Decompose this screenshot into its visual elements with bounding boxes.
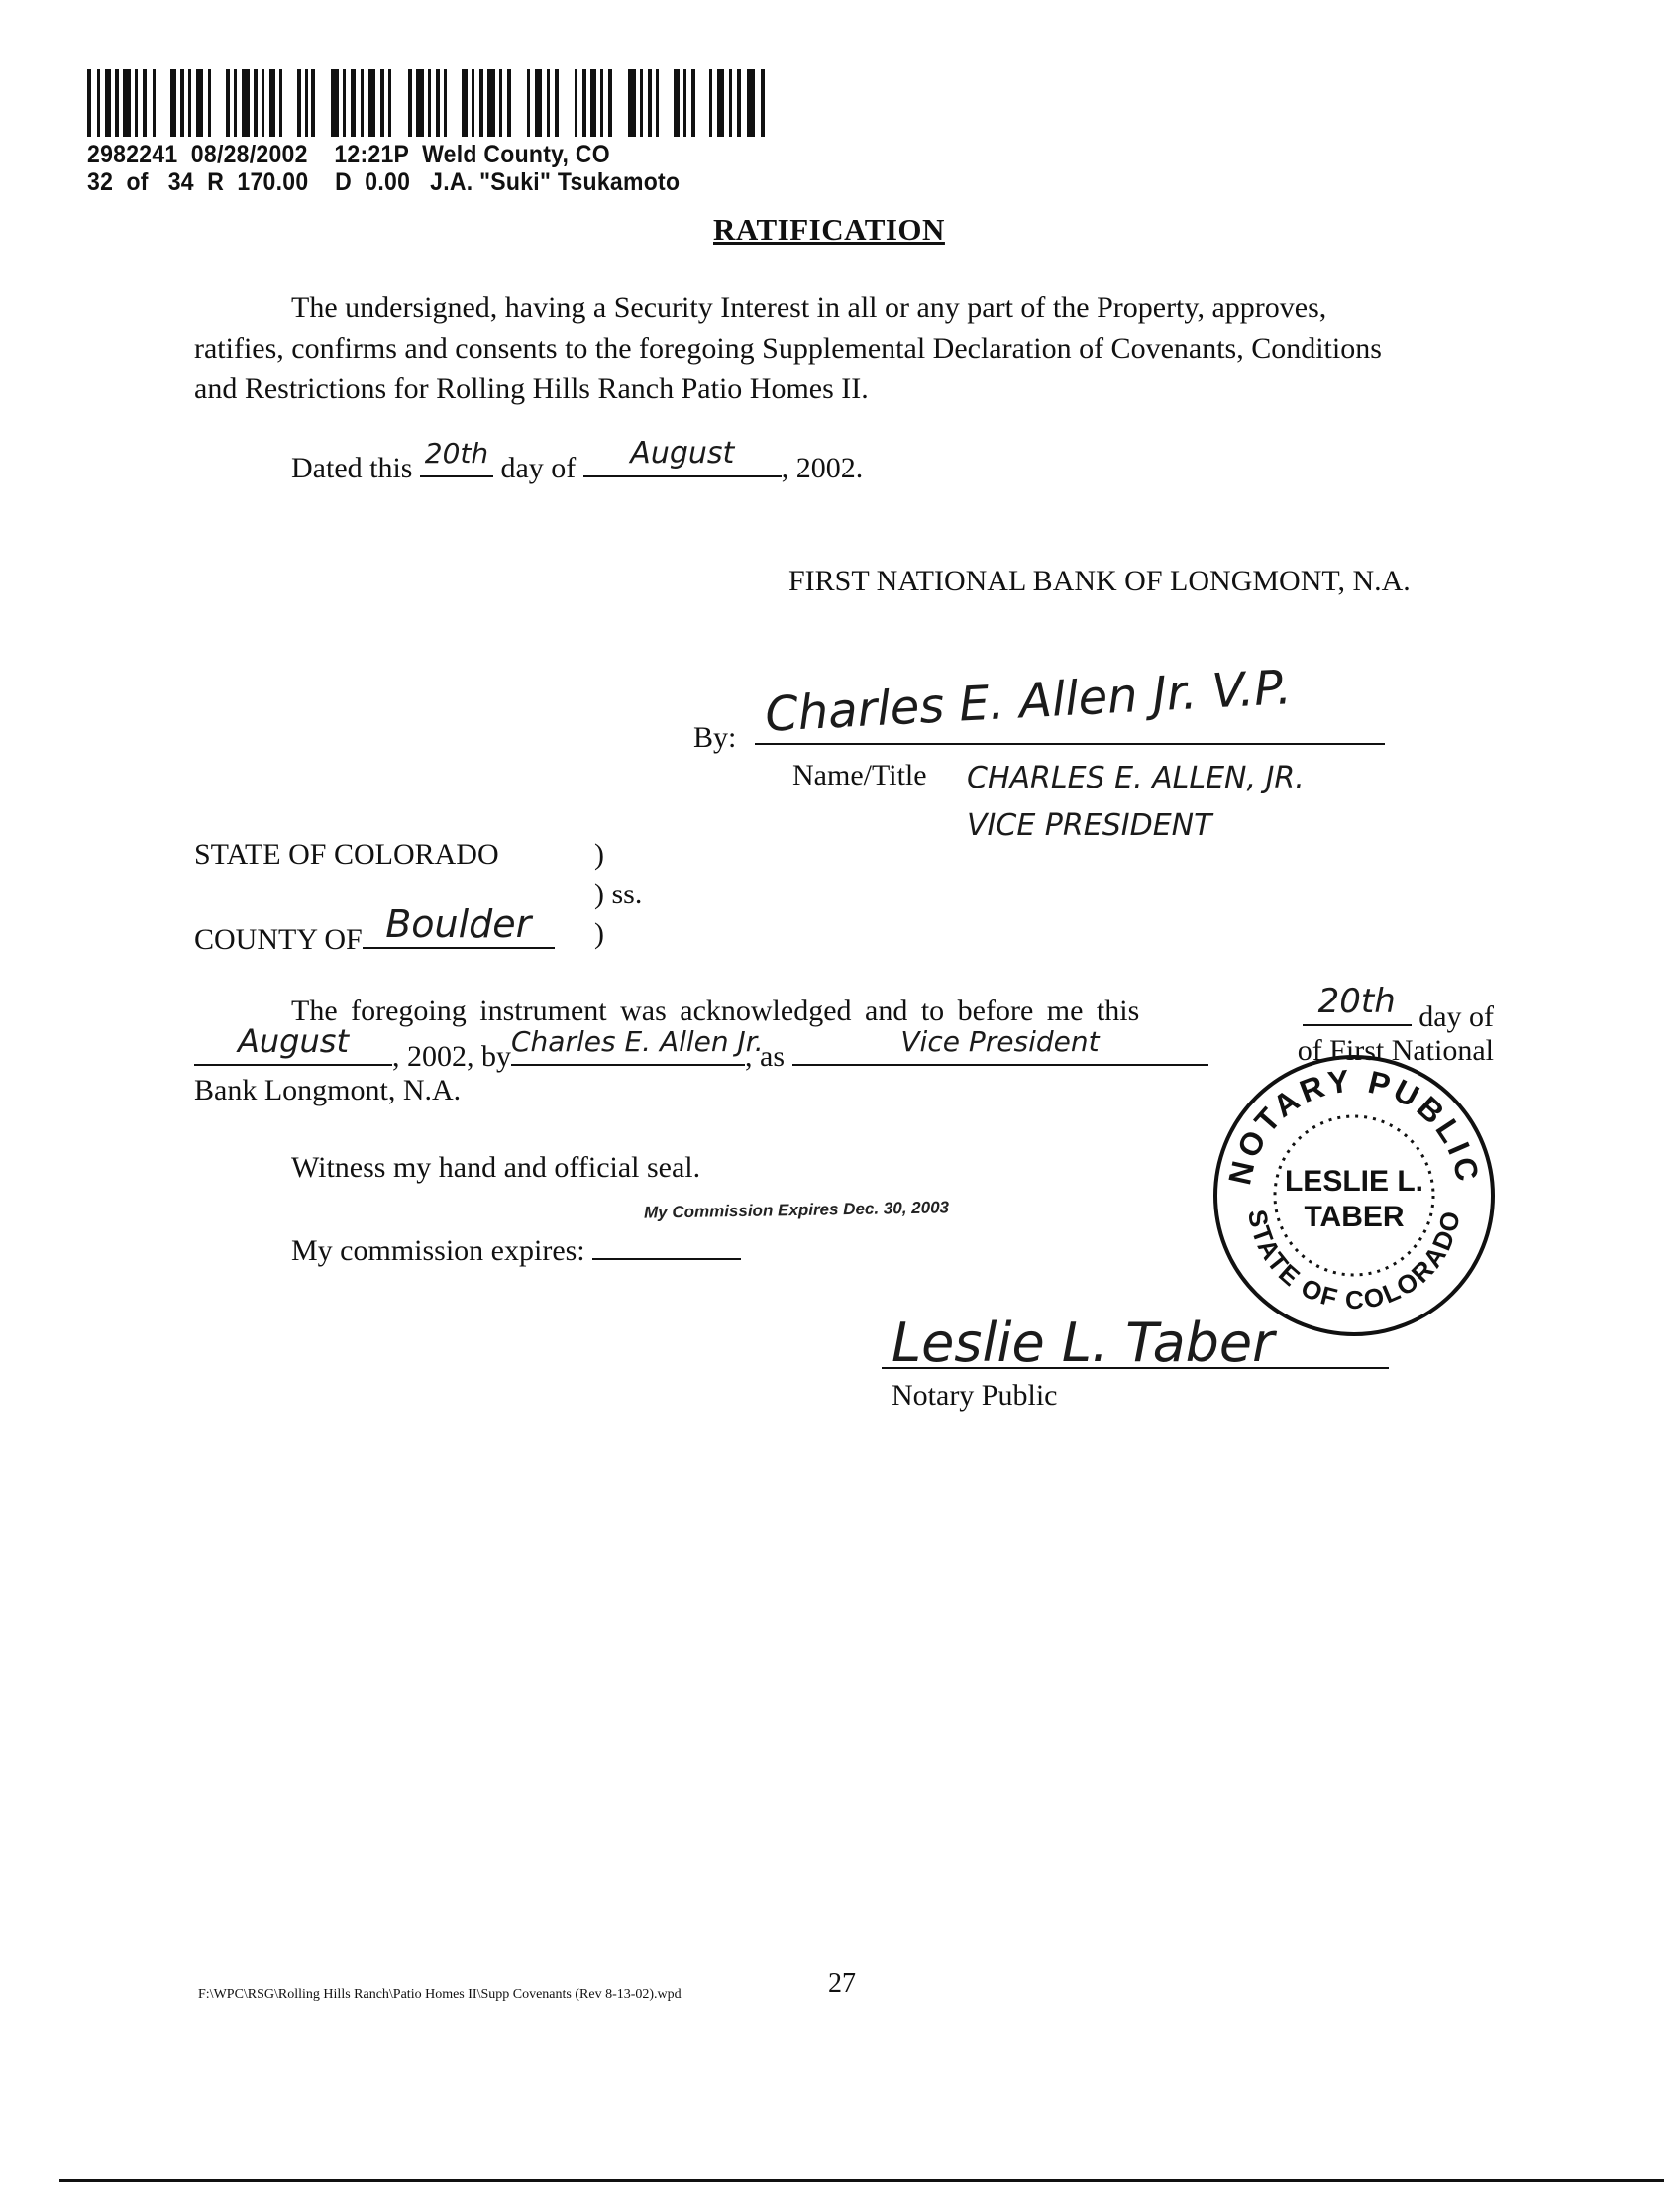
paragraph-line-3: and Restrictions for Rolling Hills Ranch Patio Homes II. <box>194 372 869 405</box>
ack-day-of: day of <box>1418 1000 1494 1033</box>
dated-suffix: , 2002. <box>781 452 864 484</box>
commission-expiry-stamp: My Commission Expires Dec. 30, 2003 <box>643 1198 950 1222</box>
by-label: By: <box>693 721 737 754</box>
officer-signature: Charles E. Allen Jr. V.P. <box>763 660 1294 743</box>
ack-day-blank <box>1303 982 1412 1026</box>
commission-line <box>291 1224 741 1271</box>
venue-state: STATE OF COLORADO <box>194 838 499 871</box>
ratification-paragraph <box>194 287 1502 409</box>
ack-capacity-handwritten: Vice President <box>900 1025 1100 1058</box>
page-bottom-rule <box>59 2179 1664 2182</box>
county-handwritten: Boulder <box>385 902 532 946</box>
ack-month-blank <box>194 1022 392 1066</box>
recording-stamp-line2: 32 of 34 R 170.00 D 0.00 J.A. "Suki" Tsukamoto <box>87 168 681 196</box>
venue-paren-1: ) <box>594 838 604 871</box>
paragraph-line-1: The undersigned, having a Security Interest in all or any part of the Property, approves, <box>291 291 1327 324</box>
dated-day-handwritten: 20th <box>424 437 489 470</box>
ack-year-by: , 2002, by <box>392 1040 511 1073</box>
dated-mid: day of <box>500 452 577 484</box>
seal-name-line1: LESLIE L. <box>1284 1165 1424 1198</box>
ack-capacity-blank <box>792 1025 1208 1066</box>
dated-month-blank <box>583 436 782 477</box>
ack-day-handwritten: 20th <box>1317 982 1396 1021</box>
notary-seal <box>1210 1052 1498 1339</box>
officer-name-handwritten: CHARLES E. ALLEN, JR. <box>967 761 1305 795</box>
ack-person-handwritten: Charles E. Allen Jr. <box>511 1025 764 1058</box>
signature-line <box>755 743 1385 745</box>
seal-top-text: NOTARY PUBLIC <box>1221 1062 1487 1189</box>
county-label: COUNTY OF <box>194 923 363 956</box>
name-title-label: Name/Title <box>792 759 927 791</box>
commission-blank <box>592 1224 741 1260</box>
page-number: 27 <box>828 1968 856 1999</box>
venue-paren-3: ) <box>594 917 604 950</box>
dated-prefix: Dated this <box>291 452 413 484</box>
notary-public-label: Notary Public <box>892 1379 1058 1412</box>
recording-stamp-line1: 2982241 08/28/2002 12:21P Weld County, CO <box>87 141 610 168</box>
commission-label: My commission expires: <box>291 1234 585 1267</box>
venue-ss: ) ss. <box>594 878 643 910</box>
paragraph-line-2: ratifies, confirms and consents to the foregoing Supplemental Declaration of Covenants, Conditions <box>194 332 1382 365</box>
ack-person-blank <box>511 1025 764 1066</box>
witness-text: Witness my hand and official seal. <box>291 1151 701 1184</box>
venue-county-line <box>194 902 555 960</box>
document-title: RATIFICATION <box>713 212 945 247</box>
notary-signature: Leslie L. Taber <box>892 1312 1275 1374</box>
dated-month-handwritten: August <box>630 436 735 471</box>
acknowledgment-line-3: Bank Longmont, N.A. <box>194 1074 462 1106</box>
seal-name-line2: TABER <box>1304 1201 1405 1233</box>
ack-of-bank: of First National <box>1297 1034 1494 1067</box>
dated-line <box>291 436 864 488</box>
ack-as: , as <box>745 1040 785 1073</box>
ack-month-handwritten: August <box>238 1022 349 1060</box>
county-blank <box>363 902 555 949</box>
footer-file-path: F:\WPC\RSG\Rolling Hills Ranch\Patio Homes II\Supp Covenants (Rev 8-13-02).wpd <box>198 1987 682 2002</box>
dated-day-blank <box>420 437 493 477</box>
barcode <box>87 69 771 137</box>
officer-title-handwritten: VICE PRESIDENT <box>967 808 1212 843</box>
seal-bottom-text: STATE OF COLORADO <box>1242 1207 1467 1315</box>
bank-name: FIRST NATIONAL BANK OF LONGMONT, N.A. <box>788 565 1411 597</box>
ack-text-start: The foregoing instrument was acknowledged and to before me this <box>291 995 1140 1027</box>
